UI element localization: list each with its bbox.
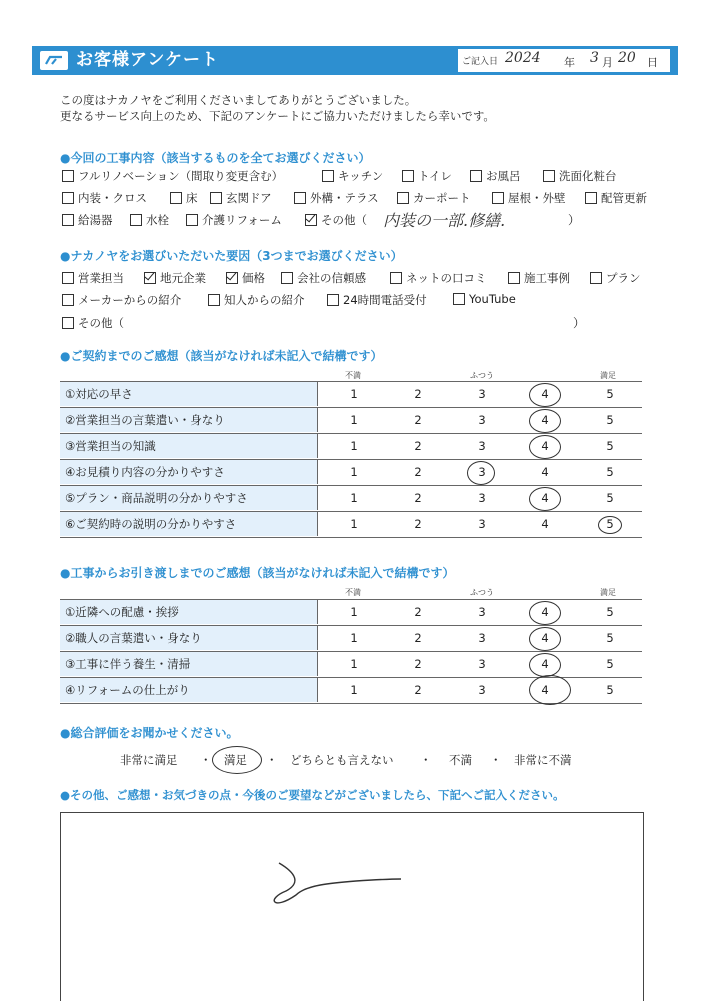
checkbox-label: ネットの口コミ xyxy=(406,271,487,285)
row-question: ②営業担当の言葉遣い・身なり xyxy=(60,408,318,432)
overall-separator: ・ xyxy=(266,753,278,767)
answer-circle xyxy=(529,383,561,407)
checkbox-label: フルリノベーション（間取り変更含む） xyxy=(78,169,284,183)
other-work-text[interactable]: 内装の一部.修繕. xyxy=(383,211,506,230)
pre-contract-table xyxy=(60,381,642,538)
table-row xyxy=(60,486,642,512)
table-row xyxy=(60,678,642,703)
rating-2[interactable]: 2 xyxy=(414,413,422,427)
date-day-unit: 日 xyxy=(647,56,658,69)
rating-5[interactable]: 5 xyxy=(606,491,614,505)
answer-circle xyxy=(529,487,561,511)
overall-answer-circle xyxy=(212,746,262,774)
other-reason-close-paren: ） xyxy=(573,316,586,330)
checkbox-price[interactable] xyxy=(226,270,265,286)
rating-2[interactable]: 2 xyxy=(414,387,422,401)
checkbox-toilet[interactable] xyxy=(402,168,452,184)
checkbox-label: その他（ xyxy=(321,213,367,227)
rating-3[interactable]: 3 xyxy=(478,387,486,401)
rating-4[interactable]: 4 xyxy=(541,465,549,479)
rating-5[interactable]: 5 xyxy=(606,631,614,645)
checkbox-box[interactable] xyxy=(62,192,74,204)
row-question: ①対応の早さ xyxy=(60,382,318,406)
checkbox-box[interactable] xyxy=(322,170,334,182)
rating-4[interactable]: 4 xyxy=(541,657,549,671)
checkbox-box[interactable] xyxy=(390,272,402,284)
answer-circle xyxy=(467,461,495,485)
rating-4[interactable]: 4 xyxy=(541,387,549,401)
scale-low-label: 不満 xyxy=(345,588,361,597)
scale-high-label: 満足 xyxy=(600,588,616,597)
date-year-value[interactable]: 2024 xyxy=(505,50,541,66)
row-question: ②職人の言葉遣い・身なり xyxy=(60,626,318,650)
handwritten-mark-icon xyxy=(61,813,643,1001)
checkbox-entrance-door[interactable] xyxy=(210,190,272,206)
date-month-unit: 月 xyxy=(602,56,613,69)
checkbox-trust[interactable] xyxy=(281,270,366,286)
rating-5[interactable]: 5 xyxy=(606,387,614,401)
rating-4[interactable]: 4 xyxy=(541,439,549,453)
overall-option-very-satisfied[interactable]: 非常に満足 xyxy=(120,753,178,767)
checkbox-local-company[interactable] xyxy=(144,270,206,286)
checkbox-box[interactable] xyxy=(210,192,222,204)
checkbox-label: その他（ xyxy=(78,316,124,330)
checkbox-box[interactable] xyxy=(130,214,142,226)
date-label: ご記入日 xyxy=(462,57,499,67)
checkbox-box-checked[interactable] xyxy=(144,272,156,284)
overall-option-dissatisfied[interactable]: 不満 xyxy=(449,753,472,767)
checkbox-label: 玄関ドア xyxy=(226,191,272,205)
checkbox-box-checked[interactable] xyxy=(226,272,238,284)
checkbox-label: プラン xyxy=(606,271,641,285)
checkbox-water-heater[interactable] xyxy=(62,212,113,228)
scale-mid-label: ふつう xyxy=(470,371,494,380)
checkbox-label: お風呂 xyxy=(486,169,521,183)
page-title: お客様アンケート xyxy=(76,50,219,70)
scale-mid-label: ふつう xyxy=(470,588,494,597)
rating-5[interactable]: 5 xyxy=(606,605,614,619)
intro-line-1: この度はナカノヤをご利用くださいましてありがとうございました。 xyxy=(60,93,417,107)
checkbox-label: 水栓 xyxy=(146,213,169,227)
row-question: ④リフォームの仕上がり xyxy=(60,678,318,702)
checkbox-maker-referral[interactable] xyxy=(62,292,181,308)
checkbox-box[interactable] xyxy=(62,294,74,306)
checkbox-label: 地元企業 xyxy=(160,271,206,285)
checkbox-care-reform[interactable] xyxy=(186,212,282,228)
rating-3[interactable]: 3 xyxy=(478,491,486,505)
rating-5[interactable]: 5 xyxy=(606,413,614,427)
rating-5[interactable]: 5 xyxy=(606,683,614,697)
rating-1[interactable]: 1 xyxy=(350,657,358,671)
rating-2[interactable]: 2 xyxy=(414,605,422,619)
checkbox-label: キッチン xyxy=(338,169,384,183)
rating-1[interactable]: 1 xyxy=(350,631,358,645)
checkbox-box[interactable] xyxy=(492,192,504,204)
checkbox-plan[interactable] xyxy=(590,270,641,286)
rating-1[interactable]: 1 xyxy=(350,413,358,427)
row-question: ⑥ご契約時の説明の分かりやすさ xyxy=(60,512,318,536)
table-row xyxy=(60,652,642,678)
rating-1[interactable]: 1 xyxy=(350,465,358,479)
row-question: ③工事に伴う養生・清掃 xyxy=(60,652,318,676)
checkbox-box[interactable] xyxy=(281,272,293,284)
checkbox-floor[interactable] xyxy=(170,190,198,206)
checkbox-box[interactable] xyxy=(543,170,555,182)
table-row xyxy=(60,408,642,434)
checkbox-box[interactable] xyxy=(170,192,182,204)
rating-5[interactable]: 5 xyxy=(606,439,614,453)
rating-1[interactable]: 1 xyxy=(350,491,358,505)
rating-4[interactable]: 4 xyxy=(541,683,549,697)
rating-3[interactable]: 3 xyxy=(478,657,486,671)
checkbox-label: 会社の信頼感 xyxy=(297,271,366,285)
section-title-pre-contract: ●ご契約までのご感想（該当がなければ未記入で結構です） xyxy=(60,349,383,363)
rating-4[interactable]: 4 xyxy=(541,413,549,427)
checkbox-label: メーカーからの紹介 xyxy=(78,293,182,307)
checkbox-label: 施工事例 xyxy=(524,271,570,285)
rating-2[interactable]: 2 xyxy=(414,465,422,479)
section-title-work-content: ●今回の工事内容（該当するものを全てお選びください） xyxy=(60,151,371,165)
checkbox-online-reviews[interactable] xyxy=(390,270,487,286)
checkbox-bath[interactable] xyxy=(470,168,521,184)
checkbox-interior-cloth[interactable] xyxy=(62,190,147,206)
rating-1[interactable]: 1 xyxy=(350,683,358,697)
checkbox-vanity[interactable] xyxy=(543,168,617,184)
checkbox-youtube[interactable] xyxy=(453,292,516,306)
checkbox-label: トイレ xyxy=(418,169,452,183)
section-title-construction: ●工事からお引き渡しまでのご感想（該当がなければ未記入で結構です） xyxy=(60,566,455,580)
checkbox-label: 給湯器 xyxy=(78,213,113,227)
rating-2[interactable]: 2 xyxy=(414,491,422,505)
checkbox-label: カーポート xyxy=(413,191,471,205)
checkbox-box[interactable] xyxy=(590,272,602,284)
rating-3[interactable]: 3 xyxy=(478,413,486,427)
table-row xyxy=(60,600,642,626)
checkbox-box[interactable] xyxy=(208,294,220,306)
checkbox-case-studies[interactable] xyxy=(508,270,570,286)
overall-option-satisfied[interactable]: 満足 xyxy=(224,753,247,767)
rating-2[interactable]: 2 xyxy=(414,439,422,453)
checkbox-other-work[interactable] xyxy=(305,212,367,228)
checkbox-faucet[interactable] xyxy=(130,212,169,228)
answer-circle xyxy=(529,675,571,705)
checkbox-exterior-terrace[interactable] xyxy=(294,190,379,206)
checkbox-box[interactable] xyxy=(294,192,306,204)
overall-separator: ・ xyxy=(490,753,502,767)
row-question: ③営業担当の知識 xyxy=(60,434,318,458)
comment-textarea[interactable] xyxy=(60,812,644,1001)
overall-separator: ・ xyxy=(420,753,432,767)
checkbox-carport[interactable] xyxy=(397,190,471,206)
rating-5[interactable]: 5 xyxy=(606,657,614,671)
table-row xyxy=(60,626,642,652)
table-row xyxy=(60,512,642,537)
checkbox-label: 床 xyxy=(186,191,198,205)
other-work-close-paren: ） xyxy=(568,213,581,227)
scale-low-label: 不満 xyxy=(345,371,361,380)
date-month-value[interactable]: 3 xyxy=(590,50,599,66)
overall-option-neutral[interactable]: どちらとも言えない xyxy=(290,753,394,767)
answer-circle xyxy=(529,627,561,651)
rating-3[interactable]: 3 xyxy=(478,439,486,453)
rating-2[interactable]: 2 xyxy=(414,683,422,697)
checkbox-label: 営業担当 xyxy=(78,271,124,285)
section-title-selection-reason: ●ナカノヤをお選びいただいた要因（3つまでお選びください） xyxy=(60,249,403,263)
checkbox-box[interactable] xyxy=(62,317,74,329)
section-title-comments: ●その他、ご感想・お気づきの点・今後のご要望などがございましたら、下記へご記入ください。 xyxy=(60,788,565,802)
checkbox-box[interactable] xyxy=(186,214,198,226)
checkbox-piping[interactable] xyxy=(585,190,647,206)
checkbox-label: 外構・テラス xyxy=(310,191,379,205)
checkbox-roof-wall[interactable] xyxy=(492,190,566,206)
overall-separator: ・ xyxy=(200,753,212,767)
checkbox-box[interactable] xyxy=(62,272,74,284)
answer-circle xyxy=(598,516,622,534)
checkbox-label: 配管更新 xyxy=(601,191,647,205)
answer-circle xyxy=(529,653,561,677)
checkbox-label: 24時間電話受付 xyxy=(343,293,427,307)
checkbox-box[interactable] xyxy=(402,170,414,182)
checkbox-24h-phone[interactable] xyxy=(327,292,427,308)
answer-circle xyxy=(529,601,561,625)
table-row xyxy=(60,434,642,460)
construction-table xyxy=(60,599,642,704)
rating-3[interactable]: 3 xyxy=(478,683,486,697)
checkbox-kitchen[interactable] xyxy=(322,168,383,184)
section-title-overall: ●総合評価をお聞かせください。 xyxy=(60,726,239,740)
checkbox-full-renovation[interactable] xyxy=(62,168,283,184)
intro-line-2: 更なるサービス向上のため、下記のアンケートにご協力いただけましたら幸いです。 xyxy=(60,109,495,123)
checkbox-label: 洗面化粧台 xyxy=(559,169,617,183)
rating-4[interactable]: 4 xyxy=(541,605,549,619)
rating-1[interactable]: 1 xyxy=(350,439,358,453)
checkbox-box-checked[interactable] xyxy=(305,214,317,226)
table-row xyxy=(60,460,642,486)
rating-2[interactable]: 2 xyxy=(414,657,422,671)
rating-2[interactable]: 2 xyxy=(414,517,422,531)
rating-2[interactable]: 2 xyxy=(414,631,422,645)
row-question: ①近隣への配慮・挨拶 xyxy=(60,600,318,624)
rating-4[interactable]: 4 xyxy=(541,631,549,645)
logo-mark-icon xyxy=(44,55,64,66)
date-year-unit: 年 xyxy=(564,56,575,69)
rating-3[interactable]: 3 xyxy=(478,465,486,479)
checkbox-label: 価格 xyxy=(242,271,265,285)
checkbox-label: YouTube xyxy=(469,292,516,306)
checkbox-acquaintance-referral[interactable] xyxy=(208,292,305,308)
rating-1[interactable]: 1 xyxy=(350,387,358,401)
scale-high-label: 満足 xyxy=(600,371,616,380)
checkbox-label: 介護リフォーム xyxy=(202,213,282,227)
rating-4[interactable]: 4 xyxy=(541,491,549,505)
checkbox-box[interactable] xyxy=(397,192,409,204)
checkbox-label: 内装・クロス xyxy=(78,191,147,205)
checkbox-box[interactable] xyxy=(508,272,520,284)
rating-4[interactable]: 4 xyxy=(541,517,549,531)
checkbox-box[interactable] xyxy=(62,170,74,182)
row-question: ⑤プラン・商品説明の分かりやすさ xyxy=(60,486,318,510)
rating-3[interactable]: 3 xyxy=(478,605,486,619)
answer-circle xyxy=(529,435,561,459)
checkbox-box[interactable] xyxy=(327,294,339,306)
table-row xyxy=(60,382,642,408)
checkbox-label: 知人からの紹介 xyxy=(224,293,305,307)
checkbox-other-reason[interactable] xyxy=(62,315,124,331)
date-day-value[interactable]: 20 xyxy=(618,50,636,66)
overall-option-very-dissatisfied[interactable]: 非常に不満 xyxy=(514,753,572,767)
checkbox-label: 屋根・外壁 xyxy=(508,191,566,205)
checkbox-box[interactable] xyxy=(453,293,465,305)
rating-3[interactable]: 3 xyxy=(478,517,486,531)
rating-5[interactable]: 5 xyxy=(606,517,614,531)
checkbox-box[interactable] xyxy=(585,192,597,204)
rating-1[interactable]: 1 xyxy=(350,605,358,619)
rating-1[interactable]: 1 xyxy=(350,517,358,531)
checkbox-sales-rep[interactable] xyxy=(62,270,124,286)
answer-circle xyxy=(529,409,561,433)
rating-3[interactable]: 3 xyxy=(478,631,486,645)
rating-5[interactable]: 5 xyxy=(606,465,614,479)
row-question: ④お見積り内容の分かりやすさ xyxy=(60,460,318,484)
checkbox-box[interactable] xyxy=(62,214,74,226)
checkbox-box[interactable] xyxy=(470,170,482,182)
